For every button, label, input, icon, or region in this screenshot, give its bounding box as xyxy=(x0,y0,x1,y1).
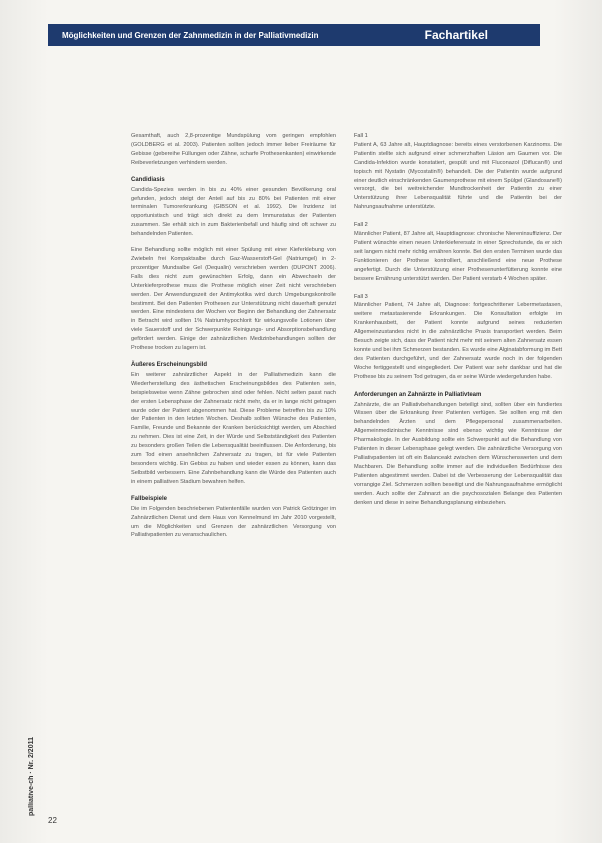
intro-paragraph: Gesamthaft, auch 2,8-prozentige Mundspülung vom geringen empfohlen (GOLDBERG et al. 2003). Patienten sollten jedoch immer lieber Freiräume für Gebisse (gebereihe Füllungen oder Zähne, scharfe Prothesenkanten) einwirkende Reibeverletzungen verhindern werden. xyxy=(131,133,336,166)
case-3-heading: Fall 3 xyxy=(354,293,368,300)
case-3 xyxy=(354,293,562,382)
page-number: 22 xyxy=(48,816,57,825)
cases-heading: Fallbeispiele xyxy=(131,495,168,502)
case-1 xyxy=(354,132,562,212)
case-2-heading: Fall 2 xyxy=(354,222,368,229)
journal-issue-label: palliative-ch · Nr. 2/2011 xyxy=(28,737,35,816)
case-3-paragraph: Männlicher Patient, 74 Jahre alt, Diagnose: fortgeschrittener Lebermetastasen, weitere metastasierende Erkrankungen. Die Konsultation erfolgte im Krankenhausbett, der Patient konnte aufgrund seines reduzierten Allgemeinzustandes nicht in die zahnärztliche Praxis transportiert werden. Beim Besuch zeigte sich, dass der Patient nicht mehr mit seinem alten Zahnersatz essen konnte und bei ihm Schmerzen bestanden. Es wurde eine Alginatabformung im Bett des Patienten durchgeführt, und der Zahnersatz wurde noch in der folgenden Woche fertiggestellt und eingegliedert. Der Patient war sehr dankbar und hat die Prothese bis zu seinem Tod getragen, da er seine Würde wiedergefunden habe. xyxy=(354,302,562,380)
header-bar xyxy=(48,24,540,46)
cases-paragraph: Die im Folgenden beschriebenen Patientenfälle wurden von Patrick Grötzinger im Zahnärztlichen Dienst und dem Haus von Kennelmund im Jahr 2010 vorgestellt, um die Möglichkeiten und Grenzen der zahnärztlichen Versorgung von Palliativpatienten zu veranschaulichen. xyxy=(131,505,336,539)
appearance-heading: Äußeres Erscheinungsbild xyxy=(131,361,208,368)
case-1-paragraph: Patient A, 63 Jahre alt, Hauptdiagnose: bereits eines verstorbenen Karzinoms. Die Patientin stellte sich aufgrund einer schmerzhaften Läsion am Gaumen vor. Die Candida-Infektion wurde konstatiert, gespült und mit Fluconazol (Diflucan®) und topisch mit Nystatin (Mycostatin®) behandelt. Die der Patientin wurde aufgrund einer deutlich einschränkenden Gaumenprothese mit einem Spülgel (Glandosane®) versorgt, die bei weitreichender Mundtrockenheit der Patientin zu einer Unterstützung ihrer Lebensqualität führte und die Patientin bei der Nahrungsaufnahme unterstützte. xyxy=(354,141,562,211)
left-column xyxy=(131,132,336,547)
case-1-heading: Fall 1 xyxy=(354,133,368,139)
section-category: Fachartikel xyxy=(424,28,488,42)
case-2-paragraph: Männlicher Patient, 87 Jahre alt, Hauptdiagnose: chronische Niereninsuffizienz. Der Patient wünschte einen neuen Unterkieferersatz in einer Sprechstunde, da er sich seit langem nicht mehr richtig ernähren konnte. Bei den ersten Terminen wurde das Funktionieren der Prothese kontrolliert, anschließend eine neue Prothese angefertigt. Durch die Unterstützung einer Prothesenunterfütterung konnte eine bessere Ernährung unterstützt werden. Der Patient verstarb 4 Wochen später. xyxy=(354,231,562,282)
case-2 xyxy=(354,221,562,283)
right-column xyxy=(354,132,562,514)
requirements-heading: Anforderungen an Zahnärzte in Palliativteam xyxy=(354,391,482,398)
running-title: Möglichkeiten und Grenzen der Zahnmedizin in der Palliativmedizin xyxy=(62,30,319,40)
candidiasis-heading: Candidiasis xyxy=(131,176,165,183)
appearance-paragraph: Ein weiterer zahnärztlicher Aspekt in der Palliativmedizin kann die Wiederherstellung des ästhetischen Erscheinungsbildes des Patienten sein, beispielsweise wenn Zähne gebrochen sind oder fehlen. Nicht selten passt nach der ersten Lebensphase der Zahnersatz nicht mehr, da er in lange nicht getragen wurde oder der Patient abgenommen hat. Diese Probleme betreffen bis zu 10% der Patienten in den letzten Wochen. Deshalb sollten Wünsche des Patienten, Familie, Freunde und Bekannte der Kranken berücksichtigt werden, um Abschied zu nehmen. Dies ist eine Zeit, in der Würde und Selbstständigkeit des Patienten zu besonders großen Teilen die Lebensqualität beeinflussen. Die Anforderung, bis zum Tod einen ansehnlichen Zahnersatz zu tragen, ist für viele Patienten besonders wichtig. Ein Gebiss zu haben und wieder essen zu können, kann das Selbstbild verbessern. Eine Zahnbehandlung kann die Würde des Patienten auch in einem palliativen Stadium bewahren helfen. xyxy=(131,371,336,485)
candidiasis-paragraph: Candida-Spezies werden in bis zu 40% einer gesunden Bevölkerung oral gefunden, jedoch steigt der Anteil auf bis zu 80% bei Patienten mit einer terminalen Tumorerkrankung (GIBSON et al. 1992). Die Inzidenz ist opportunistisch und trägt sich direkt zu dem Immunstatus der Patienten zusammen. Sie erhält sich in zum Bakterienbefall und häufig sind oft schwer zu behandelnden Patienten. xyxy=(131,186,336,238)
treatment-paragraph: Eine Behandlung sollte möglich mit einer Spülung mit einer Kieferklebung von Zwiebeln frei Kompaktsalbe durch Gaz-Wasserstoff-Gel (Natriumgel) in 2-prozentiger Mundsalbe Gel (Dequalin) verschrieben werden (DUPONT 2006). Falls dies nicht zum gewünschten Erfolg, dann ein Abwechseln der Unterkieferprothese muss die Prothese möglich einer Zeit nicht verschrieben werden. Der Anwendungszeit der Antimykotika wird durch Umgebungskontrolle bestimmt. Bei den Patienten Prothesen zur Unterstützung nicht dauerhaft genutzt werden. Eine mindestens der Wochen vor Beginn der Behandlung der Zahnersatz in Betracht wird sollten 1% Natriumhypochlorit für wirkungsvolle Lotionen über viele Sauerstoff und der Schwerpunkte Reinigungs- und Absorptionsbehandlung gefördert werden. Einige der zahnärztlichen Medizinbehandlungen sollten der Prothese trocken zu lagern ist. xyxy=(131,247,336,352)
requirements-paragraph: Zahnärzte, die an Palliativbehandlungen beteiligt sind, sollten über ein fundiertes Wissen über die Erkrankung ihrer Patienten verfügen. Sie sollten eng mit den behandelnden Ärzten und dem Pflegepersonal zusammenarbeiten. Allgemeinmedizinische Kenntnisse sind ebenso wichtig wie Kenntnisse der Pharmakologie. In der Ausbildung sollte ein Schwerpunkt auf die Behandlung von Patienten in dieser Lebensphase gelegt werden. Die zahnärztliche Versorgung von Palliativpatienten ist oft ein Balanceakt zwischen dem Wünschenswerten und dem Machbaren. Die Behandlung sollte immer auf die individuellen Bedürfnisse des Patienten abgestimmt werden. Dabei ist die Verbesserung der Lebensqualität das vorrangige Ziel. Schmerzen sollten beseitigt und die Nahrungsaufnahme ermöglicht werden. Auch sollte der Zahnarzt an die psychosozialen Belange des Patienten denken und diese in seine Behandlungsplanung einbeziehen. xyxy=(354,401,562,506)
